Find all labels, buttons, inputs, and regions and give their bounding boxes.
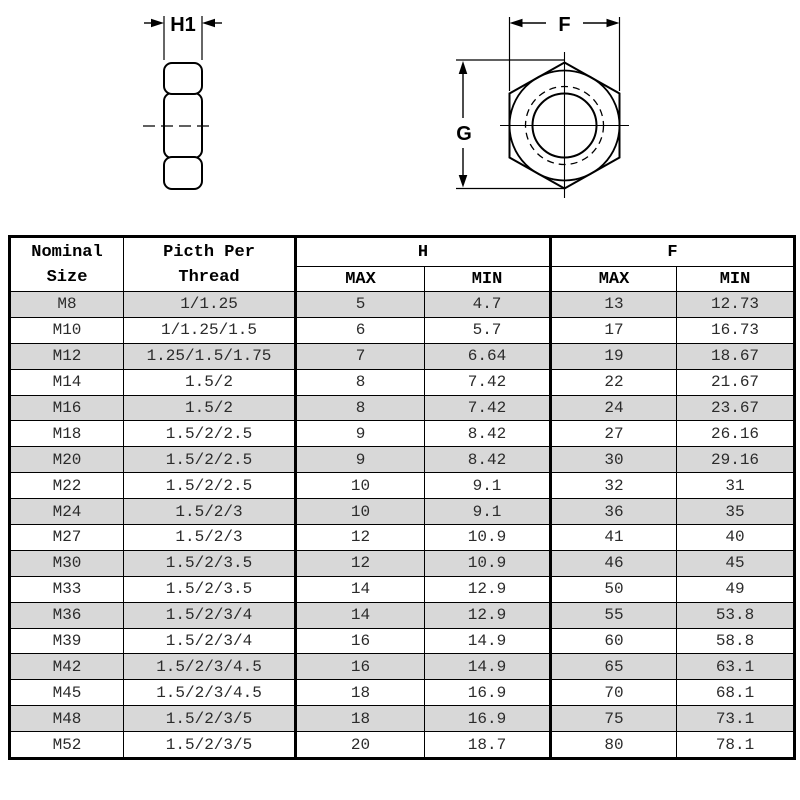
table-cell: M45 — [10, 680, 124, 706]
table-cell: 40 — [677, 525, 795, 551]
table-cell: 63.1 — [677, 654, 795, 680]
table-cell: 5 — [296, 292, 425, 318]
table-cell: 17 — [551, 317, 677, 343]
table-cell: 1.5/2/3 — [124, 525, 296, 551]
table-row — [10, 343, 795, 369]
table-row — [10, 473, 795, 499]
table-cell: M27 — [10, 525, 124, 551]
arrowhead-icon — [151, 19, 164, 28]
table-row — [10, 628, 795, 654]
nut-body-top — [164, 63, 202, 94]
table-cell: 14 — [296, 602, 425, 628]
table-cell: 10 — [296, 499, 425, 525]
table-cell: 10 — [296, 473, 425, 499]
table-cell: 12 — [296, 550, 425, 576]
table-row — [10, 602, 795, 628]
table-cell: 1.5/2/2.5 — [124, 421, 296, 447]
table-cell: M48 — [10, 706, 124, 732]
table-cell: M8 — [10, 292, 124, 318]
table-cell: 8.42 — [425, 447, 551, 473]
table-cell: 41 — [551, 525, 677, 551]
table-row — [10, 550, 795, 576]
table-row — [10, 499, 795, 525]
table-cell: 16.73 — [677, 317, 795, 343]
table-cell: 10.9 — [425, 525, 551, 551]
table-cell: 29.16 — [677, 447, 795, 473]
table-cell: 8.42 — [425, 421, 551, 447]
table-cell: 1.5/2/3/4.5 — [124, 680, 296, 706]
table-cell: 50 — [551, 576, 677, 602]
table-cell: 6.64 — [425, 343, 551, 369]
header-h-min: MIN — [425, 267, 551, 292]
table-cell: 70 — [551, 680, 677, 706]
dimension-label-h1: H1 — [170, 14, 196, 36]
table-cell: 20 — [296, 732, 425, 759]
table-cell: 80 — [551, 732, 677, 759]
header-f-max: MAX — [551, 267, 677, 292]
table-cell: 1.5/2/3/4 — [124, 602, 296, 628]
table-cell: M30 — [10, 550, 124, 576]
table-header — [10, 237, 795, 292]
table-cell: 1/1.25 — [124, 292, 296, 318]
table-cell: 18.7 — [425, 732, 551, 759]
table-cell: 14.9 — [425, 628, 551, 654]
header-pitch-per-thread: Picth Per Thread — [124, 237, 296, 292]
table-cell: 10.9 — [425, 550, 551, 576]
table-cell: 12.9 — [425, 576, 551, 602]
table-cell: 14.9 — [425, 654, 551, 680]
table-cell: M14 — [10, 369, 124, 395]
table-cell: M24 — [10, 499, 124, 525]
table-cell: 1.25/1.5/1.75 — [124, 343, 296, 369]
table-cell: 1.5/2 — [124, 369, 296, 395]
table-cell: 45 — [677, 550, 795, 576]
table-cell: 1.5/2/3/5 — [124, 706, 296, 732]
table-cell: M36 — [10, 602, 124, 628]
nut-front-view — [456, 14, 629, 198]
table-row — [10, 447, 795, 473]
arrowhead-icon — [202, 19, 215, 28]
table-cell: M42 — [10, 654, 124, 680]
nut-spec-table — [8, 235, 796, 760]
table-cell: 5.7 — [425, 317, 551, 343]
table-row — [10, 680, 795, 706]
table-cell: 1.5/2/2.5 — [124, 473, 296, 499]
table-row — [10, 395, 795, 421]
table-cell: M10 — [10, 317, 124, 343]
table-cell: 26.16 — [677, 421, 795, 447]
header-h-max: MAX — [296, 267, 425, 292]
table-cell: 22 — [551, 369, 677, 395]
table-cell: 78.1 — [677, 732, 795, 759]
table-cell: M16 — [10, 395, 124, 421]
table-cell: 36 — [551, 499, 677, 525]
table-cell: 6 — [296, 317, 425, 343]
table-cell: 12.9 — [425, 602, 551, 628]
table-cell: 9 — [296, 447, 425, 473]
table-cell: 7.42 — [425, 395, 551, 421]
table-cell: 18.67 — [677, 343, 795, 369]
table-cell: 49 — [677, 576, 795, 602]
table-cell: M22 — [10, 473, 124, 499]
table-cell: 1.5/2/3.5 — [124, 576, 296, 602]
arrowhead-icon — [459, 175, 468, 188]
arrowhead-icon — [459, 61, 468, 74]
table-cell: 68.1 — [677, 680, 795, 706]
table-cell: M39 — [10, 628, 124, 654]
table-cell: M33 — [10, 576, 124, 602]
table-cell: 16 — [296, 654, 425, 680]
table-cell: 1.5/2/3/4 — [124, 628, 296, 654]
table-cell: M18 — [10, 421, 124, 447]
dimension-label-g: G — [456, 123, 472, 145]
table-cell: 73.1 — [677, 706, 795, 732]
table-cell: 24 — [551, 395, 677, 421]
table-cell: 13 — [551, 292, 677, 318]
table-cell: 7 — [296, 343, 425, 369]
table-cell: 53.8 — [677, 602, 795, 628]
table-cell: 1.5/2/2.5 — [124, 447, 296, 473]
table-cell: 21.67 — [677, 369, 795, 395]
arrowhead-icon — [510, 19, 523, 28]
table-cell: 35 — [677, 499, 795, 525]
arrowhead-icon — [607, 19, 620, 28]
table-cell: 1/1.25/1.5 — [124, 317, 296, 343]
table-cell: 9.1 — [425, 499, 551, 525]
table-cell: 1.5/2/3.5 — [124, 550, 296, 576]
table-cell: 55 — [551, 602, 677, 628]
table-cell: 23.67 — [677, 395, 795, 421]
table-cell: M12 — [10, 343, 124, 369]
table-cell: 9.1 — [425, 473, 551, 499]
table-cell: 65 — [551, 654, 677, 680]
table-cell: 18 — [296, 706, 425, 732]
table-cell: 12 — [296, 525, 425, 551]
table-cell: 8 — [296, 395, 425, 421]
header-group-f: F — [551, 237, 795, 267]
table-cell: 18 — [296, 680, 425, 706]
header-group-h: H — [296, 237, 551, 267]
table-row — [10, 706, 795, 732]
header-nominal-size: Nominal Size — [10, 237, 124, 292]
table-row — [10, 292, 795, 318]
table-cell: 19 — [551, 343, 677, 369]
table-cell: 16 — [296, 628, 425, 654]
table-cell: 9 — [296, 421, 425, 447]
table-cell: 75 — [551, 706, 677, 732]
table-cell: 1.5/2/3/5 — [124, 732, 296, 759]
table-cell: M20 — [10, 447, 124, 473]
table-row — [10, 369, 795, 395]
table-cell: M52 — [10, 732, 124, 759]
table-cell: 16.9 — [425, 706, 551, 732]
table-row — [10, 654, 795, 680]
table-row — [10, 421, 795, 447]
table-cell: 46 — [551, 550, 677, 576]
table-cell: 60 — [551, 628, 677, 654]
table-cell: 32 — [551, 473, 677, 499]
technical-drawing — [0, 0, 800, 232]
table-cell: 4.7 — [425, 292, 551, 318]
table-row — [10, 576, 795, 602]
nut-side-view — [143, 14, 222, 189]
table-cell: 27 — [551, 421, 677, 447]
table-cell: 16.9 — [425, 680, 551, 706]
dimension-label-f: F — [558, 14, 571, 36]
table-cell: 7.42 — [425, 369, 551, 395]
header-f-min: MIN — [677, 267, 795, 292]
table-cell: 58.8 — [677, 628, 795, 654]
table-row — [10, 732, 795, 759]
spec-table-body — [10, 292, 795, 759]
table-cell: 31 — [677, 473, 795, 499]
table-row — [10, 525, 795, 551]
table-cell: 8 — [296, 369, 425, 395]
table-cell: 1.5/2/3 — [124, 499, 296, 525]
table-cell: 30 — [551, 447, 677, 473]
table-cell: 12.73 — [677, 292, 795, 318]
table-cell: 1.5/2/3/4.5 — [124, 654, 296, 680]
nut-body-bottom — [164, 157, 202, 189]
table-cell: 1.5/2 — [124, 395, 296, 421]
table-row — [10, 317, 795, 343]
table-cell: 14 — [296, 576, 425, 602]
